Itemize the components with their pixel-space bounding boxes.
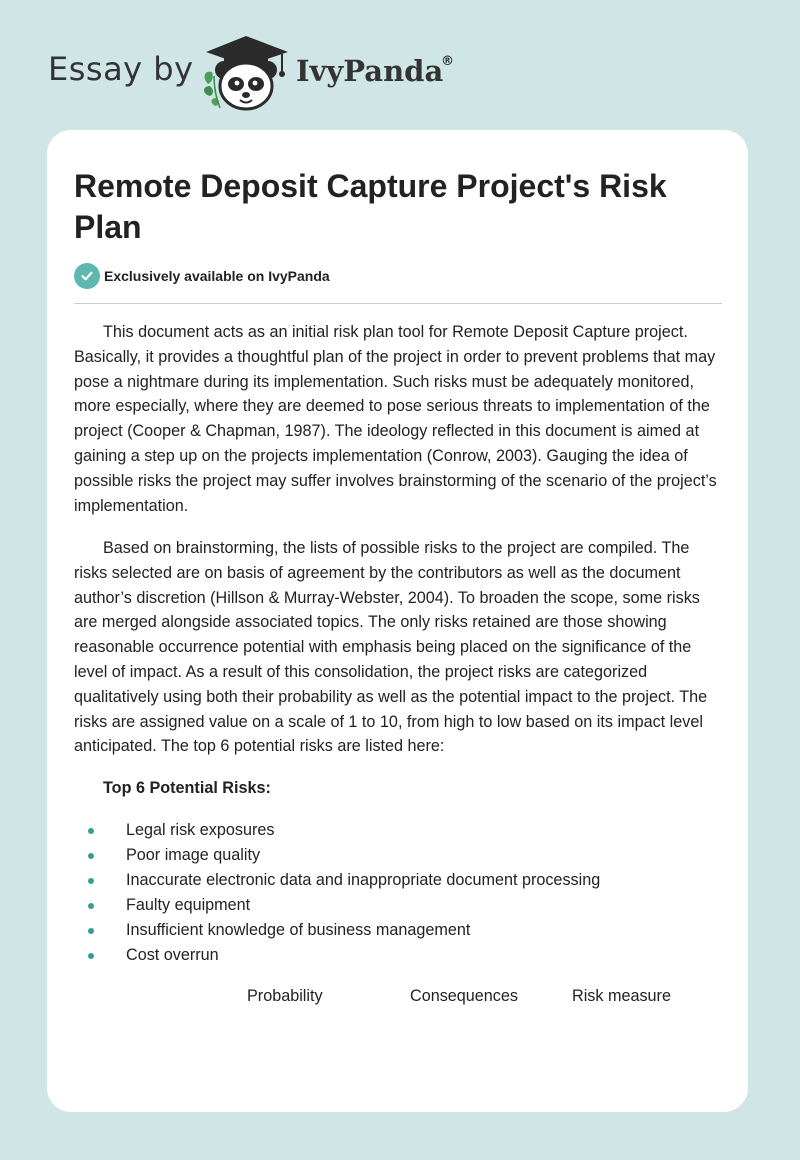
list-item <box>74 943 600 968</box>
paragraph-brainstorming: Based on brainstorming, the lists of possible risks to the project are compiled. The risks selected are on basis of agreement by the contributors as well as the document author’s discretion (Hillson & Murray-Webster, 2004). To broaden the scope, some risks are merged alongside associated topics. The only risks retained are those showing reasonable occurrence potential with emphasis being placed on the significance of the level of impact. As a result of this consolidation, the project risks are categorized qualitatively using both their probability as well as the potential impact to the project. The risks are assigned value on a scale of 1 to 10, from high to low based on its impact level anticipated. The top 6 potential risks are listed here: <box>74 539 708 756</box>
brand-name[interactable]: IvyPanda <box>296 54 444 88</box>
list-item <box>74 893 600 918</box>
site-header <box>0 0 800 130</box>
list-item-text: Insufficient knowledge of business management <box>126 921 471 939</box>
bullet-icon <box>88 853 94 859</box>
bullet-icon <box>88 953 94 959</box>
page-title: Remote Deposit Capture Project's Risk Plan <box>74 168 667 245</box>
brand-prefix: Essay by <box>48 50 194 88</box>
bullet-icon <box>88 828 94 834</box>
list-item <box>74 843 600 868</box>
table-header-consequences: Consequences <box>410 987 518 1005</box>
bullet-icon <box>88 928 94 934</box>
registered-mark: ® <box>441 54 454 69</box>
list-item-text: Poor image quality <box>126 846 261 864</box>
table-header-probability: Probability <box>247 987 323 1005</box>
list-item-text: Faulty equipment <box>126 896 251 914</box>
check-circle-icon <box>74 263 100 289</box>
divider <box>74 303 722 304</box>
table-header-risk-measure: Risk measure <box>572 987 671 1005</box>
bullet-icon <box>88 903 94 909</box>
list-item <box>74 818 600 843</box>
exclusive-badge <box>74 263 330 289</box>
panda-graduate-logo-icon[interactable] <box>198 32 294 112</box>
list-item <box>74 868 600 893</box>
paragraph-intro: This document acts as an initial risk plan tool for Remote Deposit Capture project. Basically, it provides a thoughtful plan of the project in order to prevent problems that may pose a nightmare during its implementation. Such risks must be adequately monitored, more especially, where they are deemed to pose serious threats to implementation of the project (Cooper & Chapman, 1987). The ideology reflected in this document is aimed at gaining a step up on the projects implementation (Conrow, 2003). Gauging the idea of possible risks the project may suffer involves brainstorming of the scenario of the project’s implementation. <box>74 323 717 515</box>
list-item <box>74 918 600 943</box>
essay-card <box>47 130 748 1112</box>
risk-list <box>74 818 600 968</box>
list-heading: Top 6 Potential Risks: <box>103 779 271 797</box>
list-item-text: Inaccurate electronic data and inappropriate document processing <box>126 871 601 889</box>
list-item-text: Legal risk exposures <box>126 821 275 839</box>
bullet-icon <box>88 878 94 884</box>
list-item-text: Cost overrun <box>126 946 219 964</box>
badge-label: Exclusively available on IvyPanda <box>104 268 330 284</box>
